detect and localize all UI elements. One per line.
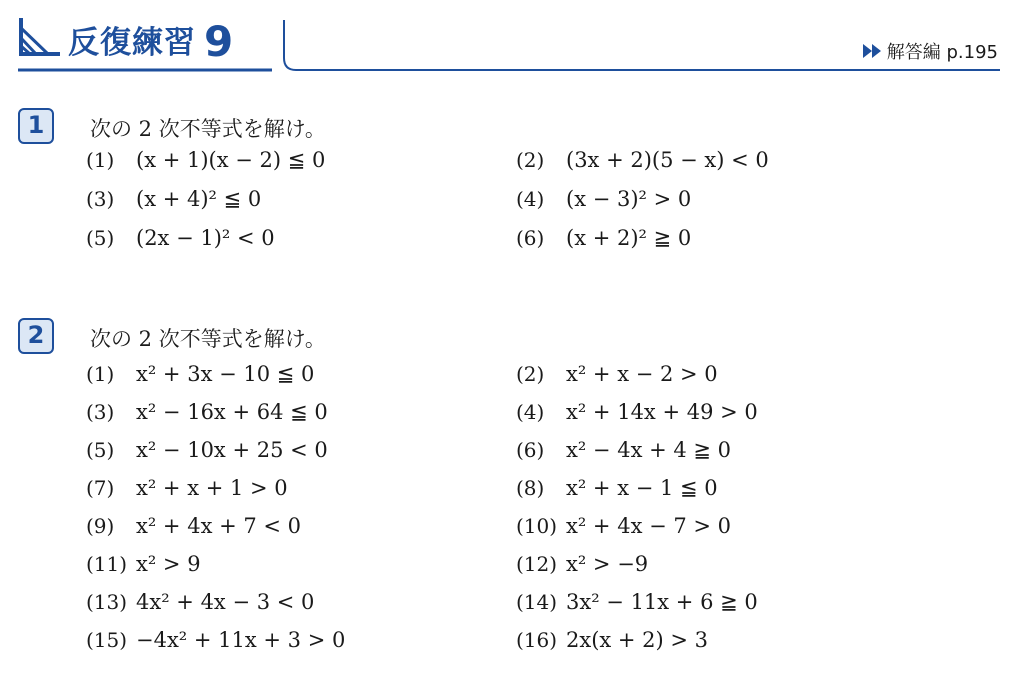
problem-expression: 3x² − 11x + 6 ≧ 0 bbox=[566, 590, 758, 614]
problem-expression: x² + x − 2 > 0 bbox=[566, 362, 718, 386]
problem-label: (10) bbox=[516, 514, 558, 538]
problem-expression: 4x² + 4x − 3 < 0 bbox=[136, 590, 315, 614]
problem-expression: x² + 4x − 7 > 0 bbox=[566, 514, 732, 538]
problem-label: (13) bbox=[86, 590, 128, 614]
problem-item bbox=[516, 362, 718, 386]
problem-label: (11) bbox=[86, 552, 128, 576]
problem-expression: x² + 14x + 49 > 0 bbox=[566, 400, 758, 424]
problem-item bbox=[516, 514, 731, 538]
problem-expression: (x + 1)(x − 2) ≦ 0 bbox=[136, 148, 326, 172]
problem-label: (1) bbox=[86, 362, 115, 386]
problem-item bbox=[86, 226, 275, 250]
problem-expression: x² + x + 1 > 0 bbox=[136, 476, 288, 500]
problem-item bbox=[86, 362, 314, 386]
reference-text: 解答編 p.195 bbox=[886, 42, 998, 63]
problem-expression: (x + 4)² ≦ 0 bbox=[136, 187, 262, 211]
problem-label: (7) bbox=[86, 476, 115, 500]
exercise-prompt: 次の 2 次不等式を解け。 bbox=[90, 117, 326, 141]
problem-label: (8) bbox=[516, 476, 545, 500]
problem-item bbox=[516, 400, 758, 424]
problem-expression: (x + 2)² ≧ 0 bbox=[566, 226, 692, 250]
problem-item bbox=[516, 187, 691, 211]
problem-expression: x² > 9 bbox=[136, 552, 201, 576]
problem-label: (3) bbox=[86, 187, 115, 211]
problem-label: (12) bbox=[516, 552, 558, 576]
problem-label: (6) bbox=[516, 438, 545, 462]
page-header bbox=[0, 0, 1024, 76]
problem-item bbox=[516, 628, 708, 652]
exercise-number-badge: 1 bbox=[18, 108, 54, 144]
problem-item bbox=[516, 476, 718, 500]
problem-item bbox=[516, 148, 769, 172]
problem-item bbox=[516, 590, 758, 614]
double-play-icon bbox=[863, 44, 883, 58]
problem-label: (9) bbox=[86, 514, 115, 538]
problem-label: (4) bbox=[516, 187, 545, 211]
problem-expression: 2x(x + 2) > 3 bbox=[566, 628, 709, 652]
problem-item bbox=[516, 226, 691, 250]
problem-label: (5) bbox=[86, 438, 115, 462]
problem-item bbox=[516, 552, 648, 576]
problem-expression: −4x² + 11x + 3 > 0 bbox=[136, 628, 346, 652]
problem-expression: x² + x − 1 ≦ 0 bbox=[566, 476, 718, 500]
problem-expression: (x − 3)² > 0 bbox=[566, 187, 692, 211]
title-number: 9 bbox=[204, 17, 235, 66]
problem-expression: x² − 16x + 64 ≦ 0 bbox=[136, 400, 328, 424]
title-text: 反復練習 bbox=[68, 25, 196, 61]
problem-label: (15) bbox=[86, 628, 128, 652]
problem-expression: x² + 4x + 7 < 0 bbox=[136, 514, 302, 538]
problem-item bbox=[86, 438, 328, 462]
problem-expression: x² + 3x − 10 ≦ 0 bbox=[136, 362, 315, 386]
problem-item bbox=[86, 148, 325, 172]
problem-label: (4) bbox=[516, 400, 545, 424]
problem-expression: (3x + 2)(5 − x) < 0 bbox=[566, 148, 769, 172]
problem-item bbox=[86, 514, 301, 538]
problem-item bbox=[516, 438, 731, 462]
problem-label: (3) bbox=[86, 400, 115, 424]
page-title bbox=[68, 14, 235, 66]
problem-label: (16) bbox=[516, 628, 558, 652]
problem-item bbox=[86, 628, 345, 652]
problem-expression: x² − 10x + 25 < 0 bbox=[136, 438, 328, 462]
exercise-prompt: 次の 2 次不等式を解け。 bbox=[90, 327, 326, 351]
problem-expression: (2x − 1)² < 0 bbox=[136, 226, 275, 250]
triangle-ruler-icon bbox=[18, 16, 62, 58]
problem-item bbox=[86, 400, 328, 424]
problem-label: (2) bbox=[516, 362, 545, 386]
problem-expression: x² − 4x + 4 ≧ 0 bbox=[566, 438, 732, 462]
problem-item bbox=[86, 476, 288, 500]
problem-item bbox=[86, 552, 201, 576]
problem-label: (2) bbox=[516, 148, 545, 172]
problem-label: (5) bbox=[86, 226, 115, 250]
exercise-number-badge: 2 bbox=[18, 318, 54, 354]
problem-label: (14) bbox=[516, 590, 558, 614]
problem-item bbox=[86, 187, 261, 211]
problem-expression: x² > −9 bbox=[566, 552, 649, 576]
answer-reference bbox=[863, 38, 998, 64]
problem-item bbox=[86, 590, 314, 614]
problem-label: (1) bbox=[86, 148, 115, 172]
problem-label: (6) bbox=[516, 226, 545, 250]
